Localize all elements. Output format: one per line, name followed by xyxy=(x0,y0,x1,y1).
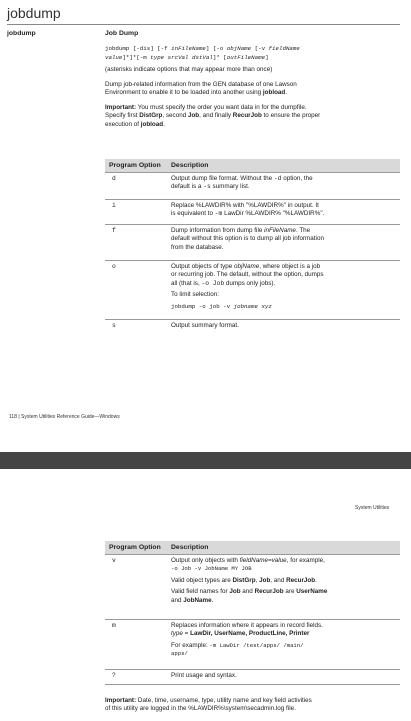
option-cell: i xyxy=(112,202,116,209)
option-cell: v xyxy=(112,557,116,564)
table-row xyxy=(105,199,400,224)
page-footer: 118 | System Utilities Reference Guide—Windows xyxy=(9,414,120,420)
syntax-line-1: jobdump [-dis] [-f inFileName] [-o objName [-v fieldName xyxy=(105,45,300,52)
option-cell: f xyxy=(112,227,116,234)
running-header: System Utilities xyxy=(355,505,390,511)
important-note-page2: Important: Date, time, username, type, utility name and key field activities of this utility are logged in the %LAWDIR%\system\secadmin.log file. xyxy=(105,697,312,713)
description-cell: Replace %LAWDIR% with "%LAWDIR%" in output. It is equivalent to -m LawDir %LAWDIR% "%LAWDIR%". xyxy=(171,202,325,218)
option-cell: s xyxy=(112,322,116,329)
description-cell: Output summary format. xyxy=(171,322,239,329)
description-cell: Output objects of type objName, where object is a job or recurring job. The default, without the option, dumps all (that is, -o Job dumps only jobs). To limit selection: jobdump -o job -v jobname xyz xyxy=(171,263,324,310)
option-cell: ? xyxy=(112,672,116,679)
table-header xyxy=(105,541,400,554)
description-cell: Print usage and syntax. xyxy=(171,672,237,679)
header-description: Description xyxy=(171,162,209,169)
table-row xyxy=(105,224,400,260)
header-program-option: Program Option xyxy=(109,162,161,169)
page-title-rule xyxy=(7,24,400,25)
options-table-continued xyxy=(105,541,400,685)
page-title: jobdump xyxy=(7,5,61,21)
asterisk-note: (asterisks indicate options that may appear more than once) xyxy=(105,66,273,73)
header-description: Description xyxy=(171,544,209,551)
options-table xyxy=(105,159,400,334)
intro-line-2: Environment to enable it to be loaded into another using jobload. xyxy=(105,89,288,96)
table-row xyxy=(105,260,400,319)
section-heading: Job Dump xyxy=(105,30,139,37)
description-cell: Dump information from dump file inFileName. The default without this option is to dump all job information from the database. xyxy=(171,227,324,251)
option-cell: m xyxy=(112,622,116,629)
description-cell: Output only objects with fieldName=value, for example, -o Job -v JobName MY JOB Valid object types are DistGrp, Job, and RecurJob. Valid field names for Job and RecurJob are UserName and JobName. xyxy=(171,557,328,604)
table-row xyxy=(105,554,400,619)
table-row xyxy=(105,172,400,199)
intro-line-1: Dump job-related information from the GEN database of one Lawson xyxy=(105,81,297,88)
table-row xyxy=(105,669,400,684)
table-row xyxy=(105,619,400,669)
important-note: Important: You must specify the order you want data in for the dumpfile. Specify first DistGrp, second Job, and finally RecurJob to ensure the proper execution of jobload. xyxy=(105,104,321,128)
description-cell: Output dump file format. Without the -d option, the default is a -s summary list. xyxy=(171,175,313,191)
description-cell: Replaces information where it appears in record fields. type = LawDir, UserName, ProductLine, Printer For example: -m LawDir /test/apps/ /main/ apps/ xyxy=(171,622,323,658)
page-separator xyxy=(0,452,411,469)
table-bottom-rule xyxy=(105,684,400,685)
table-row xyxy=(105,319,400,334)
table-header xyxy=(105,159,400,172)
header-program-option: Program Option xyxy=(109,544,161,551)
option-cell: d xyxy=(112,175,116,182)
option-cell: o xyxy=(112,263,116,270)
side-label: jobdump xyxy=(7,30,36,37)
syntax-line-2: value]*]*[-m type srcVal dstVal]* [outFileName] xyxy=(105,54,269,61)
